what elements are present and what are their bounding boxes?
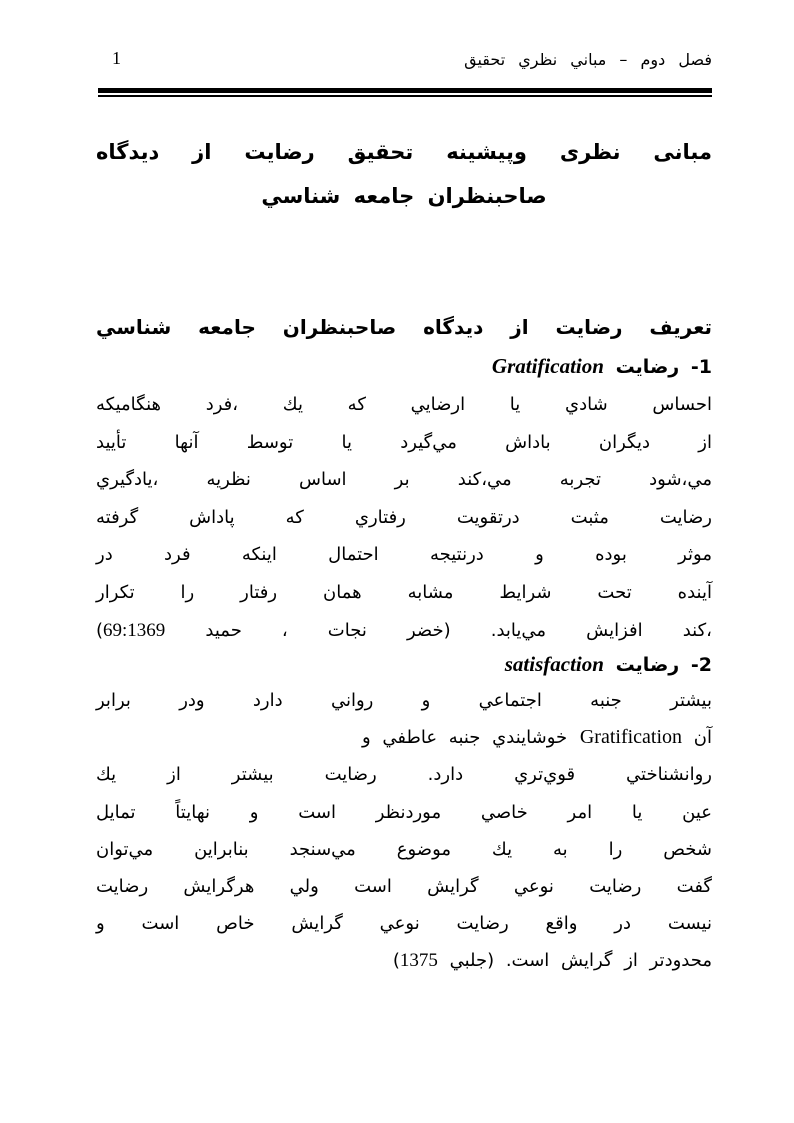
document-title-line-1: مبانی نظری وپیشینه تحقیق رضایت از دیدگاه — [96, 140, 712, 164]
document-title-line-2: صاحبنظران جامعه شناسي — [261, 184, 547, 208]
body-line: گفت رضايت نوعي گرايش است ولي هرگرايش رضايت — [96, 876, 712, 898]
body-line: نيست در واقع رضايت نوعي گرايش خاص است و — [96, 913, 712, 935]
body-line: آينده تحت شرايط مشابه همان رفتار را تكرار — [96, 581, 712, 603]
paragraph-gratification — [96, 386, 712, 649]
running-header-title: فصل دوم – مباني نظري تحقيق — [464, 50, 712, 69]
body-line: از ديگران باداش مي‌گيرد يا توسط آنها تأييد — [96, 431, 712, 453]
body-line-mixed: آن Gratification خوشايندي جنبه عاطفي و — [362, 726, 712, 749]
page-number: 1 — [112, 48, 121, 68]
citation-number: 69:1369 — [103, 619, 166, 641]
item-label: رضايت — [615, 356, 680, 378]
document-title — [96, 130, 712, 218]
item-number: 2- — [690, 654, 712, 676]
body-line: احساس شادي يا ارضايي كه يك ،فرد هنگاميكه — [96, 394, 712, 415]
item-number: 1- — [690, 356, 712, 378]
item-label: رضايت — [615, 654, 680, 676]
body-line: روانشناختي قوي‌تري دارد. رضايت بيشتر از يك — [96, 764, 712, 786]
english-term: Gratification — [491, 354, 604, 378]
body-line: شخص را به يك موضوع مي‌سنجد بنابراين مي‌توان — [96, 838, 712, 860]
body-line-citation: محدودتر از گرايش است. (جلبي 1375) — [392, 950, 712, 972]
body-line: مي،شود تجربه مي،كند بر اساس نظريه ،يادگيري — [96, 469, 712, 491]
english-term-inline: Gratification — [579, 726, 683, 749]
body-line: عين يا امر خاصي موردنظر است و نهايتاً تمايل — [96, 801, 712, 823]
header-double-rule — [98, 88, 712, 97]
body-line-citation: ،كند افزايش مي‌يابد. (خضر نجات ، حميد 69:1369) — [96, 619, 712, 641]
body-line: رضايت مثبت درتقويت رفتاري كه پاداش گرفته — [96, 506, 712, 528]
english-term: satisfaction — [504, 652, 604, 676]
page-header — [96, 48, 712, 69]
body-line: موثر بوده و درنتيجه احتمال اينكه فرد در — [96, 544, 712, 566]
citation-number: 1375 — [399, 950, 438, 972]
item-heading-satisfaction — [96, 648, 712, 681]
paragraph-satisfaction — [96, 682, 712, 980]
body-line: بيشتر جنبه اجتماعي و رواني دارد ودر برابر — [96, 690, 712, 711]
item-heading-gratification — [96, 350, 712, 383]
section-heading: تعریف رضایت از دیدگاه صاحبنظران جامعه شناسي — [96, 315, 712, 339]
